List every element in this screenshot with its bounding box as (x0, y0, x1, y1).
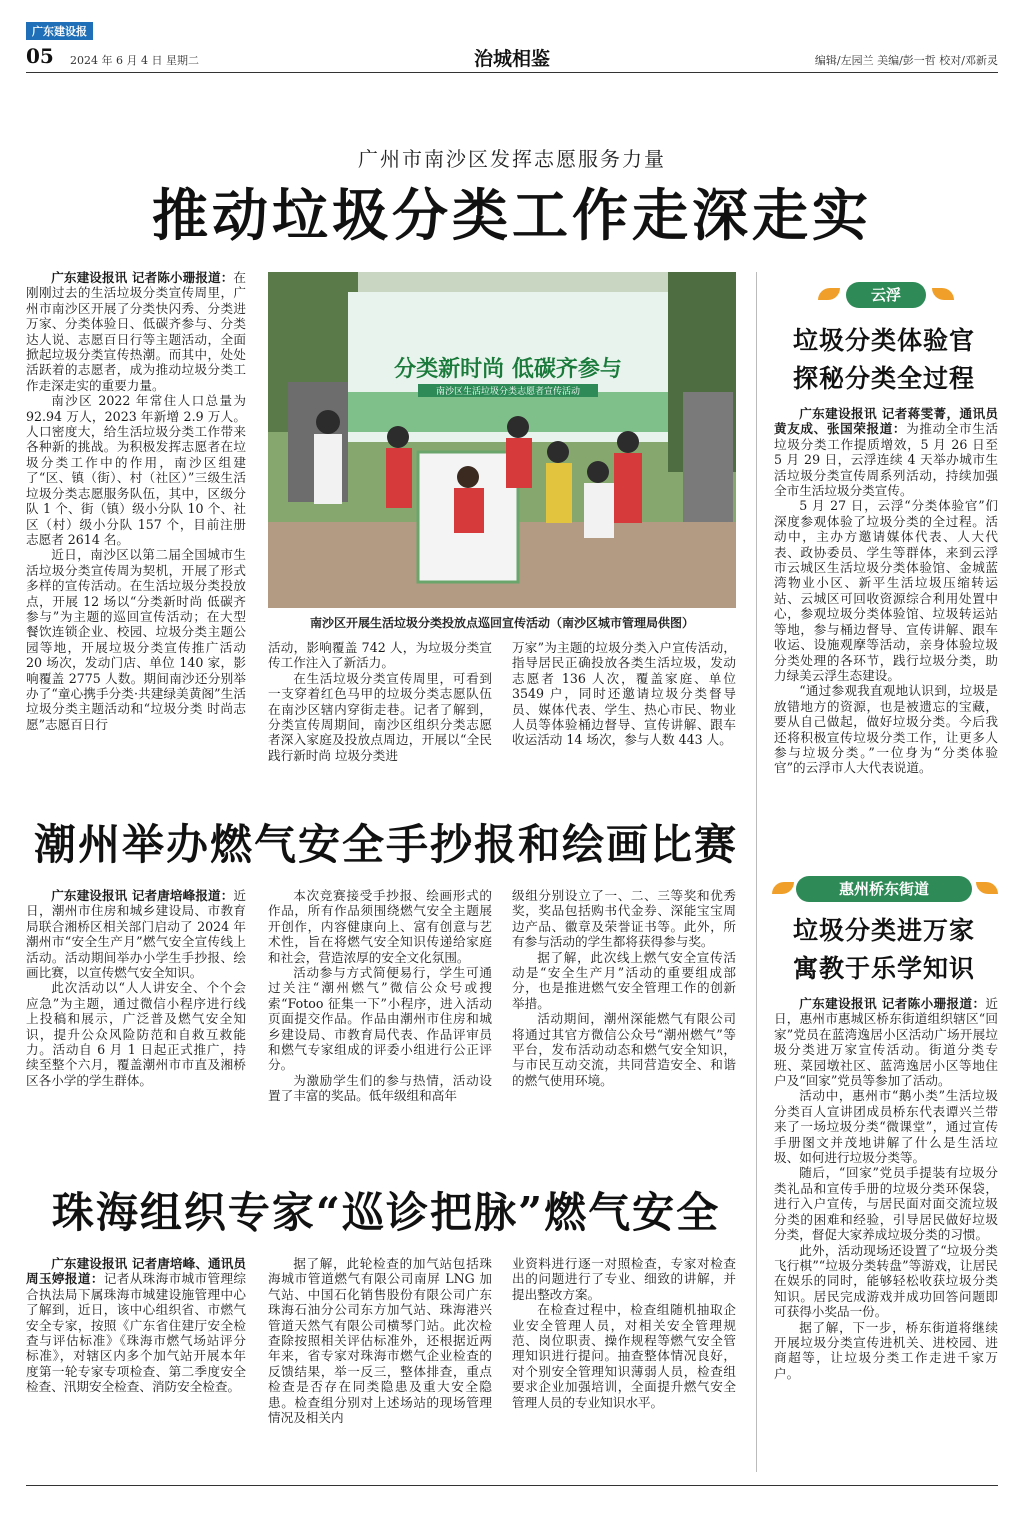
lead-paragraph: 近日，南沙区以第二届全国城市生活垃圾分类宣传周为契机，开展了形式多样的宣传活动。在生活垃圾分类投放点，开展 12 场以“分类新时尚 低碳齐参与”为主题的巡回宣传活动；在大型餐饮连锁企业、校园、垃圾分类主题公园等地，开展垃圾分类宣传推广活动 20 场次，发动门店、单位 140 家，影响覆盖 2775 人数。期间南沙还分别举办了“童心携手分类·共建绿美黄阁”生活垃圾分类主题活动和“垃圾分类 时尚志愿”志愿百日行 (26, 547, 246, 732)
zhuhai-paragraph: 在检查过程中，检查组随机抽取企业安全管理人员，对相关安全管理规范、岗位职责、操作规程等燃气安全管理知识进行提问。抽查整体情况良好，对个别安全管理知识薄弱人员，检查组要求企业加强培训，全面提升燃气安全管理人员的专业知识水平。 (512, 1302, 736, 1410)
section-title: 治城相鉴 (473, 48, 550, 70)
issue-date: 2024 年 6 月 4 日 星期二 (70, 54, 199, 67)
yunfu-headline-line-2: 探秘分类全过程 (792, 364, 975, 393)
photo-banner-text: 分类新时尚 低碳齐参与 (394, 357, 622, 382)
page-number: 05 (26, 44, 54, 68)
lead-paragraph: 在刚刚过去的生活垃圾分类宣传周里，广州市南沙区开展了分类快闪秀、分类进万家、分类体验日、低碳齐参与、分类达人说、志愿百日行等主题活动，全面掀起垃圾分类宣传热潮。而其中，处处活跃着的志愿者，成为推动垃圾分类工作走深走实的重要力量。 (26, 270, 246, 393)
volunteers-photo-illustration (268, 272, 736, 608)
huizhou-paragraph: 近日，惠州市惠城区桥东街道组织辖区“回家”党员在蓝湾逸居小区活动广场开展垃圾分类进万家宣传活动。街道分类专班、菜园墩社区、蓝湾逸居小区等地住户及“回家”党员等参加了活动。 (774, 996, 998, 1089)
zhuhai-paragraph: 业资料进行逐一对照检查，专家对检查出的问题进行了专业、细致的讲解，并提出整改方案。 (512, 1256, 736, 1302)
zhuhai-column-2 (268, 1256, 492, 1466)
lead-paragraph: 万家”为主题的垃圾分类入户宣传活动，指导居民正确投放各类生活垃圾，发动志愿者 136 人次，覆盖家庭、单位 3549 户，同时还邀请垃圾分类督导员、媒体代表、学生、热心市民、物业人员等体验桶边督导、宣传讲解、跟车收运活动 14 场次，参与人数 443 人。 (512, 640, 736, 748)
photo-banner-subtext: 南沙区生活垃圾分类志愿者宣传活动 (418, 384, 598, 397)
chaozhou-column-1 (26, 888, 246, 1138)
top-rule (26, 72, 998, 73)
zhuhai-byline: 广东建设报讯 记者唐培峰、通讯员周玉婷报道： (26, 1256, 246, 1287)
lead-subhead: 广州市南沙区发挥志愿服务力量 (358, 147, 666, 171)
huizhou-paragraph: 活动中，惠州市“鹅小类”生活垃圾分类百人宣讲团成员桥东代表谭兴兰带来了一场垃圾分类“微课堂”，通过宣传手册图文并茂地讲解了什么是生活垃圾、如何进行垃圾分类等。 (774, 1088, 998, 1166)
lead-photo (268, 272, 736, 608)
lead-column-2 (268, 640, 492, 780)
huizhou-paragraph: 此外，活动现场还设置了“垃圾分类飞行棋”“垃圾分类转盘”等游戏，让居民在娱乐的同时，能够轻松收获垃圾分类知识。居民完成游戏并成功回答问题即可获得小奖品一份。 (774, 1242, 998, 1320)
huizhou-paragraph: 随后，“回家”党员手提装有垃圾分类礼品和宣传手册的垃圾分类环保袋，进行入户宣传，与居民面对面交流垃圾分类的困难和经验，引导居民做好垃圾分类，督促大家养成垃圾分类的习惯。 (774, 1165, 998, 1243)
huizhou-headline-line-1: 垃圾分类进万家 (792, 916, 975, 945)
huizhou-headline-line-2: 寓教于乐学知识 (792, 954, 975, 983)
chaozhou-paragraph: 据了解，此次线上燃气安全宣传活动是“安全生产月”活动的重要组成部分，也是推进燃气安全管理工作的创新举措。 (512, 949, 736, 1011)
chaozhou-paragraph: 级组分别设立了一、二、三等奖和优秀奖，奖品包括购书代金券、深能宝宝周边产品、徽章及荣誉证书等。此外，所有参与活动的学生都将获得参与奖。 (512, 888, 736, 950)
yunfu-paragraph: “通过参观我直观地认识到，垃圾是放错地方的资源，也是被遗忘的宝藏，要从自己做起，做好垃圾分类。今后我还将积极宣传垃圾分类工作，让更多人参与垃圾分类。”一位身为“分类体验官”的云浮市人大代表说道。 (774, 683, 998, 776)
paper-tag: 广东建设报 (26, 22, 93, 40)
huizhou-byline: 广东建设报讯 记者陈小珊报道： (799, 996, 986, 1011)
photo-caption: 南沙区开展生活垃圾分类投放点巡回宣传活动（南沙区城市管理局供图） (309, 616, 694, 630)
zhuhai-column-3 (512, 1256, 736, 1466)
yunfu-region-tag: 云浮 (846, 282, 926, 308)
chaozhou-column-2 (268, 888, 492, 1138)
chaozhou-paragraph: 本次竞赛接受手抄报、绘画形式的作品，所有作品须围绕燃气安全主题展开创作，内容健康向上、富有创意与艺术性，旨在将燃气安全知识传递给家庭和社会，营造浓厚的安全文化氛围。 (268, 888, 492, 965)
zhuhai-headline: 珠海组织专家“巡诊把脉”燃气安全 (51, 1188, 721, 1237)
editor-credits: 编辑/左园兰 美编/彭一哲 校对/邓新灵 (814, 54, 998, 67)
leaf-icon (772, 882, 794, 894)
yunfu-byline: 广东建设报讯 记者蒋雯菁，通讯员黄友成、张国荣报道： (774, 406, 998, 437)
chaozhou-paragraph: 近日，潮州市住房和城乡建设局、市教育局联合湘桥区相关部门启动了 2024 年潮州市“安全生产月”燃气安全宣传线上活动。活动期间举办小学生手抄报、绘画比赛，以宣传燃气安全知识。 (26, 888, 246, 981)
zhuhai-paragraph: 记者从珠海市城市管理综合执法局下属珠海市城建设施管理中心了解到，近日，该中心组织省、市燃气安全专家，按照《广东省住建厅安全检查与评估标准》《珠海市燃气场站评分标准》，对辖区内多个加气站开展本年度第一轮专家专项检查、第二季度安全检查、汛期安全检查、消防安全检查。 (26, 1271, 246, 1395)
lead-column-1 (26, 270, 246, 770)
lead-byline: 广东建设报讯 记者陈小珊报道： (51, 270, 234, 285)
leaf-icon (932, 288, 954, 300)
chaozhou-paragraph: 活动参与方式简便易行，学生可通过关注“潮州燃气”微信公众号或搜索“Fotoo 征集一下”小程序，进入活动页面提交作品。作品由潮州市住房和城乡建设局、市教育局代表、作品评审员和燃气专家组成的评委小组进行公正评分。 (268, 965, 492, 1073)
chaozhou-headline: 潮州举办燃气安全手抄报和绘画比赛 (33, 820, 738, 869)
leaf-icon (976, 882, 998, 894)
huizhou-body (774, 996, 998, 1470)
chaozhou-paragraph: 为激励学生们的参与热情，活动设置了丰富的奖品。低年级组和高年 (268, 1072, 492, 1104)
zhuhai-paragraph: 据了解，此轮检查的加气站包括珠海城市管道燃气有限公司南屏 LNG 加气站、中国石化销售股份有限公司广东珠海石油分公司东方加气站、珠海港兴管道天然气有限公司横琴门站。此次检查除按照相关评估标准外，还根据近两年来，省专家对珠海市燃气企业检查的反馈结果，举一反三，整体排查，重点检查是否存在同类隐患及重大安全隐患。检查组分别对上述场站的现场管理情况及相关内 (268, 1256, 492, 1426)
huizhou-region-tag: 惠州桥东街道 (796, 876, 972, 902)
lead-column-3 (512, 640, 736, 780)
yunfu-headline-line-1: 垃圾分类体验官 (792, 326, 975, 355)
lead-paragraph: 在生活垃圾分类宣传周里，可看到一支穿着红色马甲的垃圾分类志愿队伍在南沙区辖内穿街走巷。记者了解到，分类宣传周期间，南沙区组织分类志愿者深入家庭及投放点周边，开展以“全民践行新时尚 垃圾分类进 (268, 670, 492, 763)
yunfu-body (774, 406, 998, 830)
yunfu-paragraph: 5 月 27 日，云浮“分类体验官”们深度参观体验了垃圾分类的全过程。活动中，主办方邀请媒体代表、人大代表、政协委员、学生等群体，来到云浮市云城区生活垃圾分类体验馆、金城蓝湾物业小区、新平生活垃圾压缩转运站、云城区可回收资源综合利用处置中心，参观垃圾分类体验馆、垃圾转运站等地，参与桶边督导、宣传讲解、跟车收运、设施观摩等活动，亲身体验垃圾分类处理的各环节，践行垃圾分类，助力绿美云浮生态建设。 (774, 498, 998, 683)
bottom-rule (26, 1485, 998, 1486)
chaozhou-column-3 (512, 888, 736, 1138)
chaozhou-paragraph: 此次活动以“人人讲安全、个个会应急”为主题，通过微信小程序进行线上投稿和展示，广泛普及燃气安全知识，提升公众风险防范和自救互救能力。活动自 6 月 1 日起正式推广，持续至整个六月，覆盖潮州市市直及湘桥区各小学的学生群体。 (26, 980, 246, 1088)
lead-paragraph: 南沙区 2022 年常住人口总量为 92.94 万人，2023 年新增 2.9 万人。人口密度大，给生活垃圾分类工作带来各种新的挑战。为积极发挥志愿者在垃圾分类工作中的作用，南沙区组建了“区、镇（街）、村（社区）”三级生活垃圾分类志愿服务队伍，其中，区级分队 1 个、街（镇）级小分队 10 个、社区（村）级小分队 157 个，目前注册志愿者 2614 名。 (26, 393, 246, 547)
leaf-icon (818, 288, 840, 300)
lead-paragraph: 活动，影响覆盖 742 人，为垃圾分类宣传工作注入了新活力。 (268, 640, 492, 671)
column-divider (756, 272, 757, 1472)
chaozhou-paragraph: 活动期间，潮州深能燃气有限公司将通过其官方微信公众号“潮州燃气”等平台，发布活动动态和燃气安全知识，与市民互动交流，共同营造安全、和谐的燃气使用环境。 (512, 1011, 736, 1088)
chaozhou-byline: 广东建设报讯 记者唐培峰报道： (51, 888, 234, 903)
huizhou-paragraph: 据了解，下一步，桥东街道将继续开展垃圾分类宣传进机关、进校园、进商超等，让垃圾分类工作走进千家万户。 (774, 1319, 998, 1381)
yunfu-paragraph: 为推动全市生活垃圾分类工作提质增效，5 月 26 日至 5 月 29 日，云浮连续 4 天举办城市生活垃圾分类宣传周系列活动，持续加强全市生活垃圾分类宣传。 (774, 421, 998, 499)
zhuhai-column-1 (26, 1256, 246, 1466)
lead-headline: 推动垃圾分类工作走深走实 (152, 183, 872, 249)
